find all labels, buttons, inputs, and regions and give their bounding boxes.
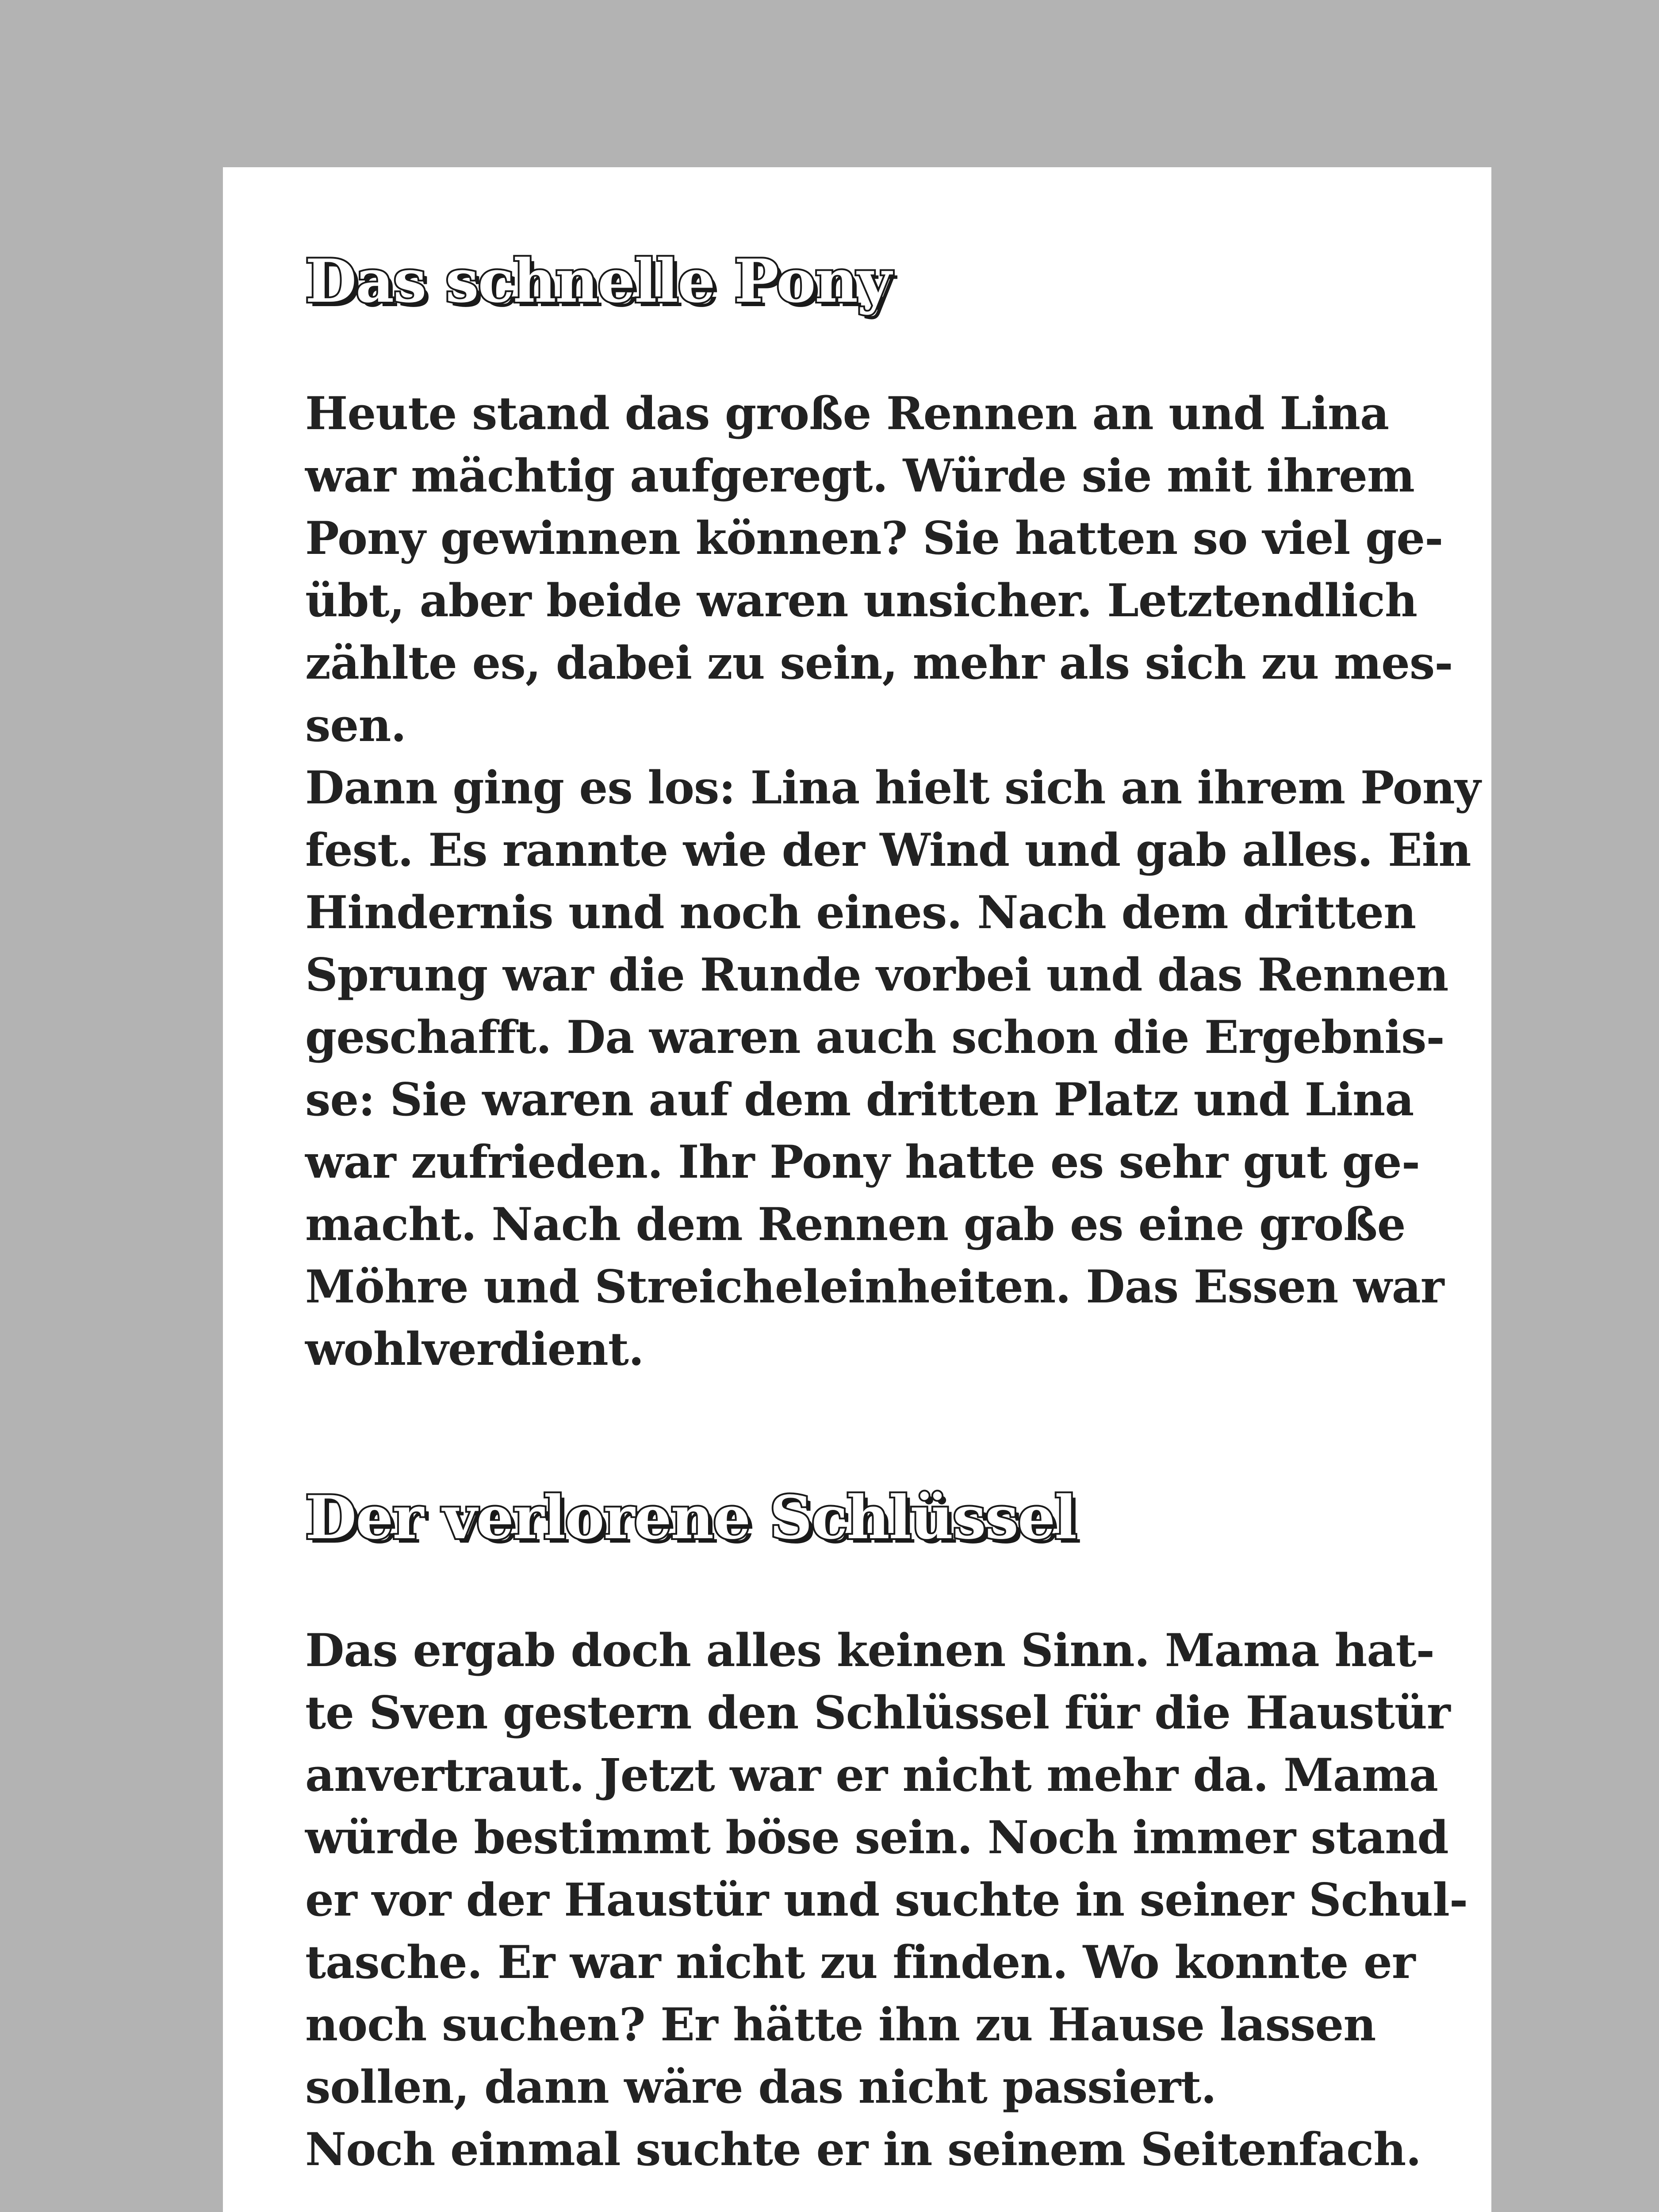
text-line: zählte es, dabei zu sein, mehr als sich zu mes- [305,637,1453,690]
text-line: Sprung war die Runde vorbei und das Rennen [305,949,1448,1002]
text-line: sen. [305,699,406,752]
text-line: Noch einmal suchte er in seinem Seitenfach. [305,2123,1421,2176]
text-line: Möhre und Streicheleinheiten. Das Essen war [305,1260,1444,1313]
text-line: te Sven gestern den Schlüssel für die Haustür [305,1686,1450,1740]
story-text-schluessel [305,1620,1467,2181]
story-text-pony [305,383,1480,1381]
text-line: übt, aber beide waren unsicher. Letztendlich [305,574,1418,627]
story-title-pony: Das schnelle Pony [305,246,891,316]
text-line: geschafft. Da waren auch schon die Ergebnis- [305,1011,1444,1064]
story-title-schluessel: Der verlorene Schlüssel [305,1482,1077,1552]
text-line: wohlverdient. [305,1323,644,1376]
text-line: er vor der Haustür und suchte in seiner Schul- [305,1874,1468,1927]
text-line: war zufrieden. Ihr Pony hatte es sehr gut ge- [305,1136,1420,1189]
text-line: noch suchen? Er hätte ihn zu Hause lassen [305,1998,1376,2051]
text-line: tasche. Er war nicht zu finden. Wo konnte er [305,1936,1415,1989]
text-line: Dann ging es los: Lina hielt sich an ihrem Pony [305,761,1481,814]
text-line: Heute stand das große Rennen an und Lina [305,387,1389,440]
text-line: war mächtig aufgeregt. Würde sie mit ihrem [305,449,1414,503]
text-line: sollen, dann wäre das nicht passiert. [305,2061,1216,2114]
text-line: anvertraut. Jetzt war er nicht mehr da. Mama [305,1749,1438,1802]
page-sheet [223,167,1491,2212]
text-line: se: Sie waren auf dem dritten Platz und Lina [305,1073,1414,1126]
text-line: Pony gewinnen können? Sie hatten so viel ge- [305,512,1443,565]
text-line: Hindernis und noch eines. Nach dem dritten [305,886,1416,939]
text-line: würde bestimmt böse sein. Noch immer stand [305,1811,1448,1864]
text-line: Das ergab doch alles keinen Sinn. Mama hat- [305,1624,1434,1677]
text-line: macht. Nach dem Rennen gab es eine große [305,1198,1406,1251]
text-line: fest. Es rannte wie der Wind und gab alles. Ein [305,824,1471,877]
